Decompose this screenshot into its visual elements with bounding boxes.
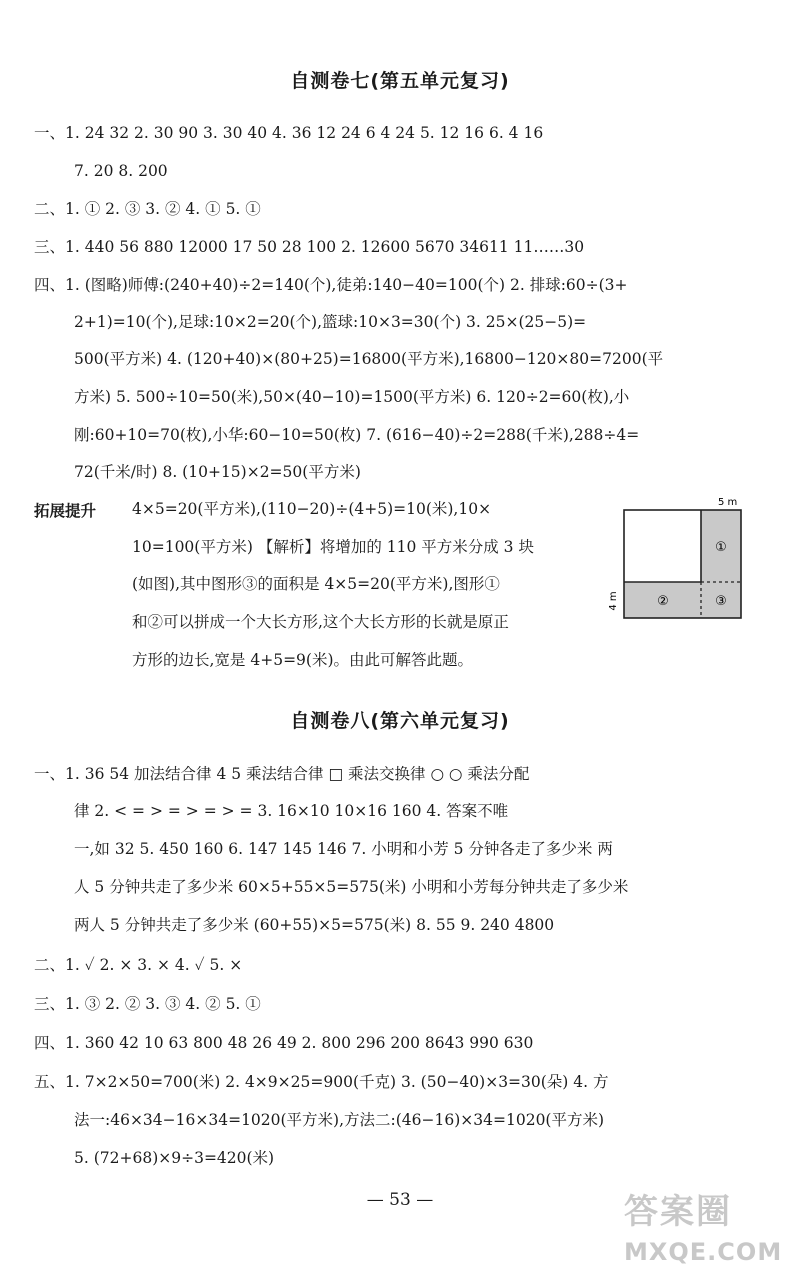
answer-line: 一,如 32 5. 450 160 6. 147 145 146 7. 小明和小芳 5 分钟各走了多少米 两	[74, 840, 613, 858]
square-extension-figure	[606, 494, 756, 626]
answer-line: 500(平方米) 4. (120+40)×(80+25)=16800(平方米),16800−120×80=7200(平	[74, 350, 664, 368]
answer-line: 二、1. ① 2. ③ 3. ② 4. ① 5. ①	[34, 200, 261, 218]
extension-line: (如图),其中图形③的面积是 4×5=20(平方米),图形①	[132, 575, 500, 593]
section8-title: 自测卷八(第六单元复习)	[290, 710, 510, 732]
answer-line: 5. (72+68)×9÷3=420(米)	[74, 1149, 275, 1167]
region-1-label: ①	[715, 540, 727, 555]
watermark-logo: 答案圈	[624, 1192, 732, 1232]
answer-line: 法一:46×34−16×34=1020(平方米),方法二:(46−16)×34=1020(平方米)	[74, 1111, 605, 1129]
answer-line: 三、1. ③ 2. ② 3. ③ 4. ② 5. ①	[34, 995, 261, 1013]
answer-line: 五、1. 7×2×50=700(米) 2. 4×9×25=900(千克) 3. (50−40)×3=30(朵) 4. 方	[34, 1073, 609, 1091]
answer-line: 一、1. 24 32 2. 30 90 3. 30 40 4. 36 12 24 6 4 24 5. 12 16 6. 4 16	[34, 124, 544, 142]
section7-title: 自测卷七(第五单元复习)	[290, 70, 510, 92]
page-number: — 53 —	[366, 1190, 434, 1210]
answer-line: 一、1. 36 54 加法结合律 4 5 乘法结合律 □ 乘法交换律 ○ ○ 乘法分配	[34, 765, 530, 783]
answer-line: 刚:60+10=70(枚),小华:60−10=50(枚) 7. (616−40)÷2=288(千米),288÷4=	[74, 426, 640, 444]
answer-line: 两人 5 分钟共走了多少米 (60+55)×5=575(米) 8. 55 9. 240 4800	[74, 916, 555, 934]
answer-line: 三、1. 440 56 880 12000 17 50 28 100 2. 12600 5670 34611 11……30	[34, 238, 585, 256]
watermark-url: MXQE.COM	[624, 1238, 783, 1266]
extension-label: 拓展提升	[34, 502, 97, 520]
region-3-label: ③	[715, 594, 727, 609]
extension-line: 10=100(平方米) 【解析】将增加的 110 平方米分成 3 块	[132, 538, 534, 556]
answer-line: 二、1. ✓ 2. × 3. × 4. ✓ 5. ×	[34, 956, 243, 974]
answer-line: 7. 20 8. 200	[74, 162, 168, 180]
answer-line: 四、1. 360 42 10 63 800 48 26 49 2. 800 296 200 8643 990 630	[34, 1034, 534, 1052]
answer-line: 四、1. (图略)师傅:(240+40)÷2=140(个),徒弟:140−40=100(个) 2. 排球:60÷(3+	[34, 276, 628, 294]
answer-line: 律 2. < = > = > = > = 3. 16×10 10×16 160 4. 答案不唯	[74, 802, 509, 820]
extension-line: 方形的边长,宽是 4+5=9(米)。由此可解答此题。	[132, 651, 474, 669]
answer-line: 方米) 5. 500÷10=50(米),50×(40−10)=1500(平方米) 6. 120÷2=60(枚),小	[74, 388, 630, 406]
answer-line: 72(千米/时) 8. (10+15)×2=50(平方米)	[74, 463, 361, 481]
extension-line: 和②可以拼成一个大长方形,这个大长方形的长就是原正	[132, 613, 509, 631]
region-2-label: ②	[657, 594, 669, 609]
top-dimension-label: 5 m	[718, 497, 738, 508]
side-dimension-label: 4 m	[608, 591, 619, 611]
extension-line: 4×5=20(平方米),(110−20)÷(4+5)=10(米),10×	[132, 500, 492, 518]
answer-line: 2+1)=10(个),足球:10×2=20(个),篮球:10×3=30(个) 3. 25×(25−5)=	[74, 313, 587, 331]
answer-line: 人 5 分钟共走了多少米 60×5+55×5=575(米) 小明和小芳每分钟共走了多少米	[74, 878, 629, 896]
